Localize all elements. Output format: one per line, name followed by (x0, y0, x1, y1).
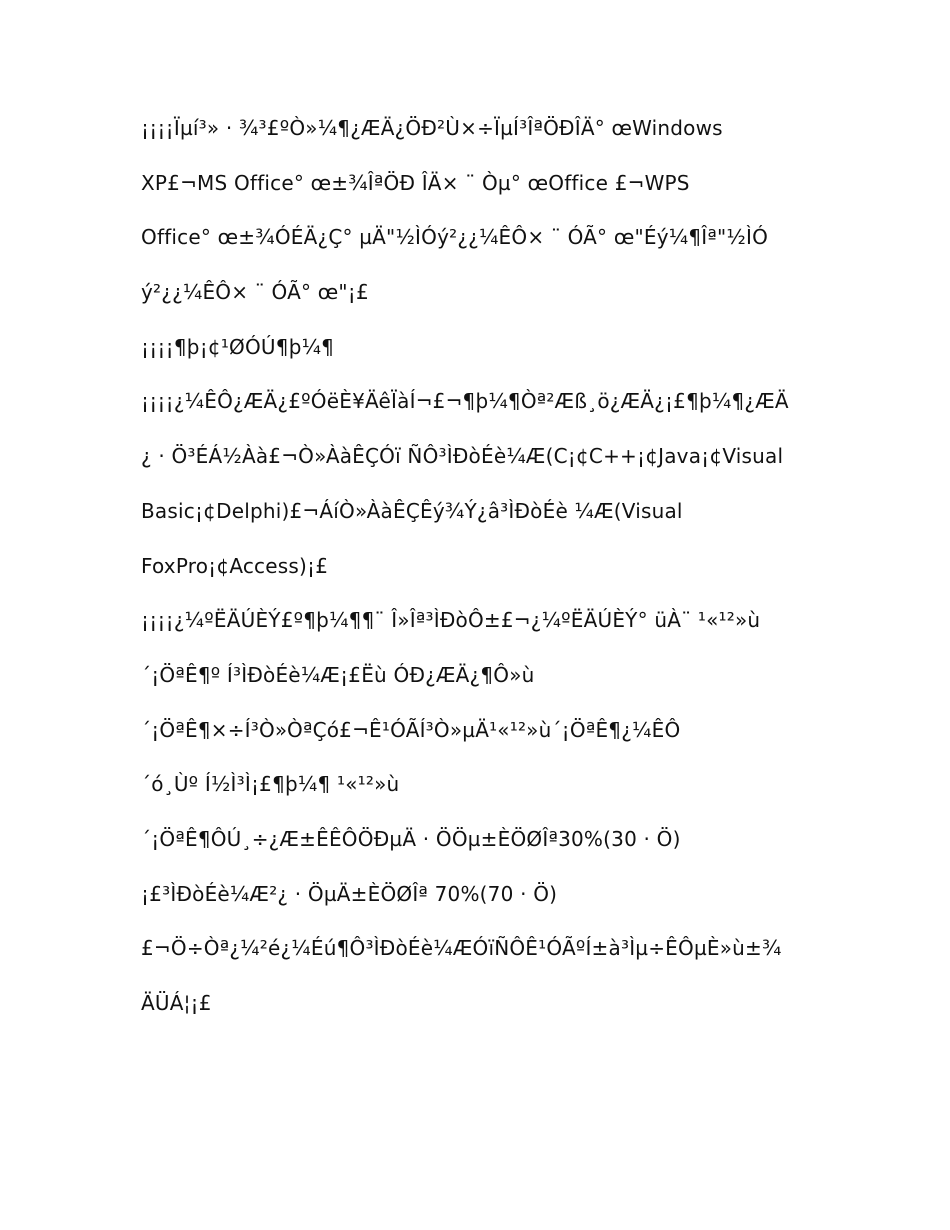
text-line: FoxPro¡¢Access)¡£ (141, 553, 329, 578)
text-line: ý²¿¿¼ÊÔ× ¨ ÓÃ° œ"¡£ (141, 280, 369, 305)
text-line: ¡¡¡¡¿¼ºËÄÚÈÝ£º¶þ¼¶¶¨ Î»Îª³ÌÐòÔ±£¬¿¼ºËÄÚÈÝ° üÀ¨ ¹«¹²»ù (141, 608, 761, 633)
text-line: ÄÜÁ¦¡£ (141, 991, 212, 1015)
text-line: Office° œ±¾ÓÉÄ¿Ç° µÄ"½ÌÓý²¿¿¼ÊÔ× ¨ ÓÃ° œ"Éý¼¶Îª"½ÌÓ (141, 225, 769, 250)
text-line: ´¡ÖªÊ¶×÷Í³Ò»ÒªÇó£¬Ê¹ÓÃÍ³Ò»µÄ¹«¹²»ù´¡ÖªÊ¶¿¼ÊÔ (141, 717, 681, 742)
text-line: ´¡ÖªÊ¶ÔÚ¸÷¿Æ±ÊÊÔÖÐµÄ · ÖÖµ±ÈÖØÎª30%(30 · Ö) (141, 826, 681, 851)
text-line: Basic¡¢Delphi)£¬ÁíÒ»ÀàÊÇÊý¾Ý¿â³ÌÐòÉè ¼Æ(Visual (141, 498, 683, 523)
text-line: ´¡ÖªÊ¶º Í³ÌÐòÉè¼Æ¡£Ëù ÓÐ¿ÆÄ¿¶Ô»ù (141, 662, 535, 687)
text-line: ´ó¸Ùº Í½Ì³Ì¡£¶þ¼¶ ¹«¹²»ù (141, 772, 400, 797)
text-line: ¡¡¡¡¿¼ÊÔ¿ÆÄ¿£ºÓëÈ¥ÄêÏàÍ¬£¬¶þ¼¶Òª²Æß¸ö¿ÆÄ¿¡£¶þ¼¶¿ÆÄ (141, 389, 789, 414)
text-line: £¬Ö÷Òª¿¼²é¿¼Éú¶Ô³ÌÐòÉè¼ÆÓïÑÔÊ¹ÓÃºÍ±à³Ìµ÷ÊÔµÈ»ù±¾ (141, 936, 782, 961)
section-heading: ¡¡¡¡¶þ¡¢¹ØÓÚ¶þ¼¶ (141, 334, 335, 359)
document-body (141, 110, 841, 1040)
text-line: ¿ · Ö³ÉÁ½Àà£¬Ò»ÀàÊÇÓï ÑÔ³ÌÐòÉè¼Æ(C¡¢C++¡¢Java¡¢Visual (141, 444, 784, 469)
text-line: XP£¬MS Office° œ±¾ÎªÖÐ ÎÄ× ¨ Òµ° œOffice £¬WPS (141, 170, 690, 195)
text-line: ¡£³ÌÐòÉè¼Æ²¿ · ÖµÄ±ÈÖØÎª 70%(70 · Ö) (141, 881, 558, 906)
text-line: ¡¡¡¡Ïµí³» · ¾³£ºÒ»¼¶¿ÆÄ¿ÖÐ²Ù×÷ÏµÍ³ÎªÖÐÎÄ° œWindows (141, 116, 723, 140)
